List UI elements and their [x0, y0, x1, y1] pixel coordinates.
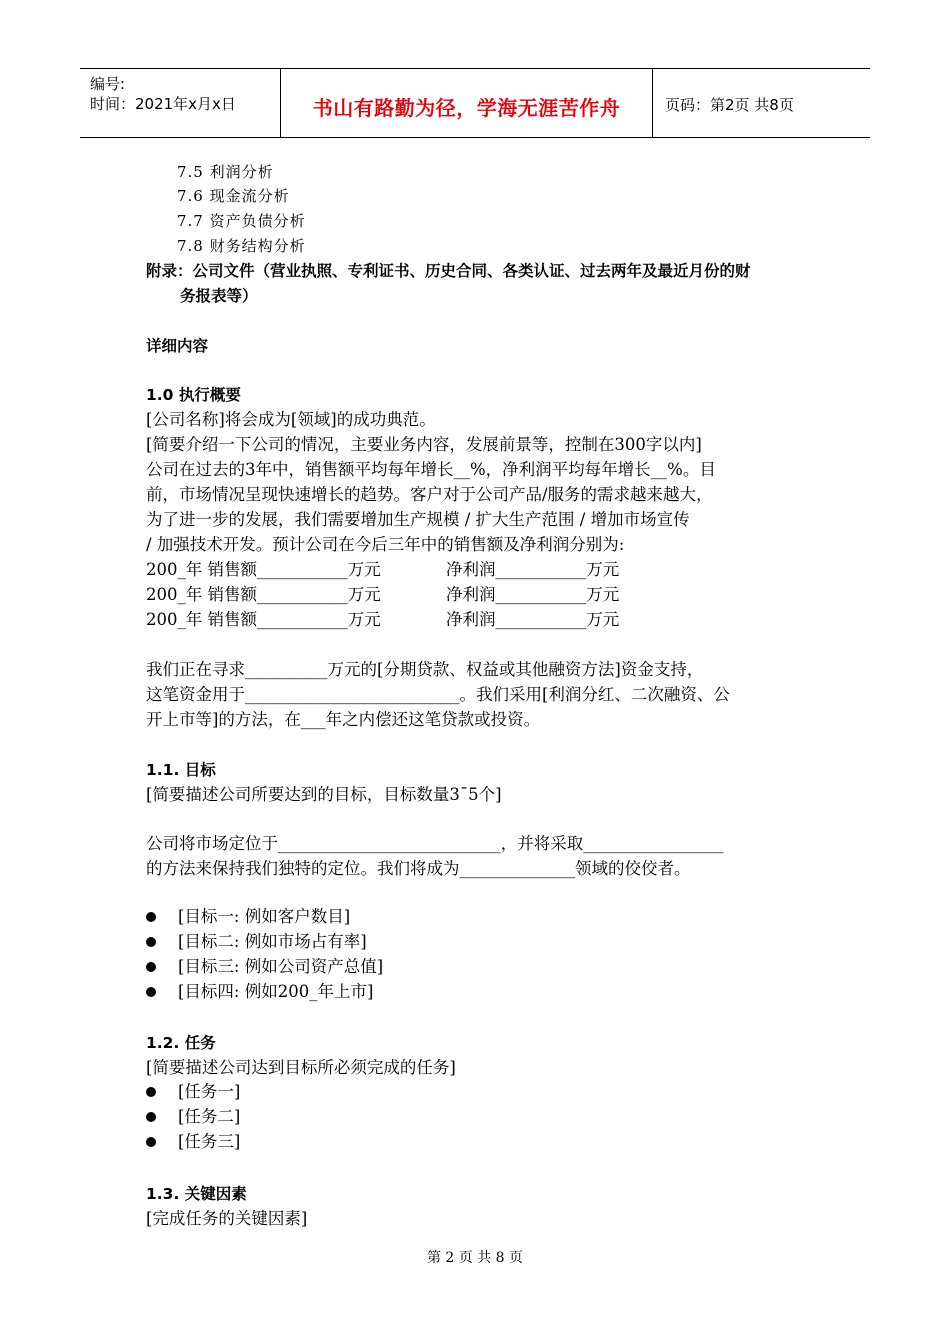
- task-item: [任务三]: [178, 1132, 241, 1151]
- header-motto-cell: [281, 69, 653, 137]
- body-line: 前，市场情况呈现快速增长的趋势。客户对于公司产品/服务的需求越来越大，: [146, 485, 713, 504]
- forecast-profit: 净利润___________万元: [446, 585, 620, 604]
- body-line: 这笔资金用于__________________________。我们采用[利润分红、二次融资、公: [146, 685, 730, 704]
- goal-item: [目标四: 例如200_年上市]: [178, 982, 374, 1001]
- page-footer: 第 2 页 共 8 页: [426, 1250, 524, 1266]
- toc-item: 7.5 利润分析: [177, 163, 274, 181]
- forecast-profit: 净利润___________万元: [446, 560, 620, 579]
- body-line: [简要介绍一下公司的情况，主要业务内容，发展前景等，控制在300字以内]: [146, 435, 702, 454]
- document-number-label: 编号:: [90, 75, 126, 93]
- body-line: [完成任务的关键因素]: [146, 1209, 308, 1228]
- toc-item: 7.7 资产负债分析: [177, 212, 306, 230]
- bullet-icon: [146, 987, 156, 997]
- header-page-cell: [653, 69, 870, 137]
- body-line: [公司名称]将会成为[领域]的成功典范。: [146, 410, 436, 429]
- section-title-key-factors: 1.3. 关键因素: [146, 1185, 247, 1203]
- section-title-tasks: 1.2. 任务: [146, 1034, 216, 1052]
- bullet-icon: [146, 962, 156, 972]
- body-line: [简要描述公司达到目标所必须完成的任务]: [146, 1058, 456, 1077]
- bullet-icon: [146, 912, 156, 922]
- body-line: [简要描述公司所要达到的目标，目标数量3¯5个]: [146, 785, 502, 804]
- toc-item: 7.8 财务结构分析: [177, 237, 306, 255]
- toc-item: 7.6 现金流分析: [177, 187, 290, 205]
- forecast-profit: 净利润___________万元: [446, 610, 620, 629]
- bullet-icon: [146, 937, 156, 947]
- goal-item: [目标二: 例如市场占有率]: [178, 932, 367, 951]
- task-item: [任务二]: [178, 1107, 241, 1126]
- body-line: 公司在过去的3年中，销售额平均每年增长__%，净利润平均每年增长__%。目: [146, 460, 716, 479]
- body-line: 公司将市场定位于___________________________，并将采取_________________: [146, 834, 724, 853]
- bullet-icon: [146, 1087, 156, 1097]
- bullet-icon: [146, 1137, 156, 1147]
- forecast-sales: 200_年 销售额___________万元: [146, 560, 381, 579]
- goal-item: [目标三: 例如公司资产总值]: [178, 957, 384, 976]
- body-line: 我们正在寻求__________万元的[分期贷款、权益或其他融资方法]资金支持，: [146, 660, 704, 679]
- body-line: 的方法来保持我们独特的定位。我们将成为______________领域的佼佼者。: [146, 859, 691, 878]
- page-header: [80, 68, 870, 138]
- appendix-line: 附录：公司文件（营业执照、专利证书、历史合同、各类认证、过去两年及最近月份的财: [146, 262, 751, 280]
- detail-heading: 详细内容: [146, 337, 209, 355]
- header-page-info: 页码：第2页 共8页: [665, 96, 794, 114]
- body-line: 为了进一步的发展，我们需要增加生产规模 / 扩大生产范围 / 增加市场宣传: [146, 510, 690, 529]
- bullet-icon: [146, 1112, 156, 1122]
- document-date: 时间：2021年x月x日: [90, 95, 236, 113]
- body-line: / 加强技术开发。预计公司在今后三年中的销售额及净利润分别为:: [146, 535, 625, 554]
- appendix-line: 务报表等）: [180, 287, 258, 305]
- header-meta-cell: [80, 69, 281, 137]
- goal-item: [目标一: 例如客户数目]: [178, 907, 351, 926]
- body-line: 开上市等]的方法，在___年之内偿还这笔贷款或投资。: [146, 710, 541, 729]
- forecast-sales: 200_年 销售额___________万元: [146, 610, 381, 629]
- forecast-sales: 200_年 销售额___________万元: [146, 585, 381, 604]
- header-motto: 书山有路勤为径，学海无涯苦作舟: [312, 96, 621, 120]
- task-item: [任务一]: [178, 1082, 241, 1101]
- section-title-exec-summary: 1.0 执行概要: [146, 386, 241, 404]
- section-title-goals: 1.1. 目标: [146, 761, 216, 779]
